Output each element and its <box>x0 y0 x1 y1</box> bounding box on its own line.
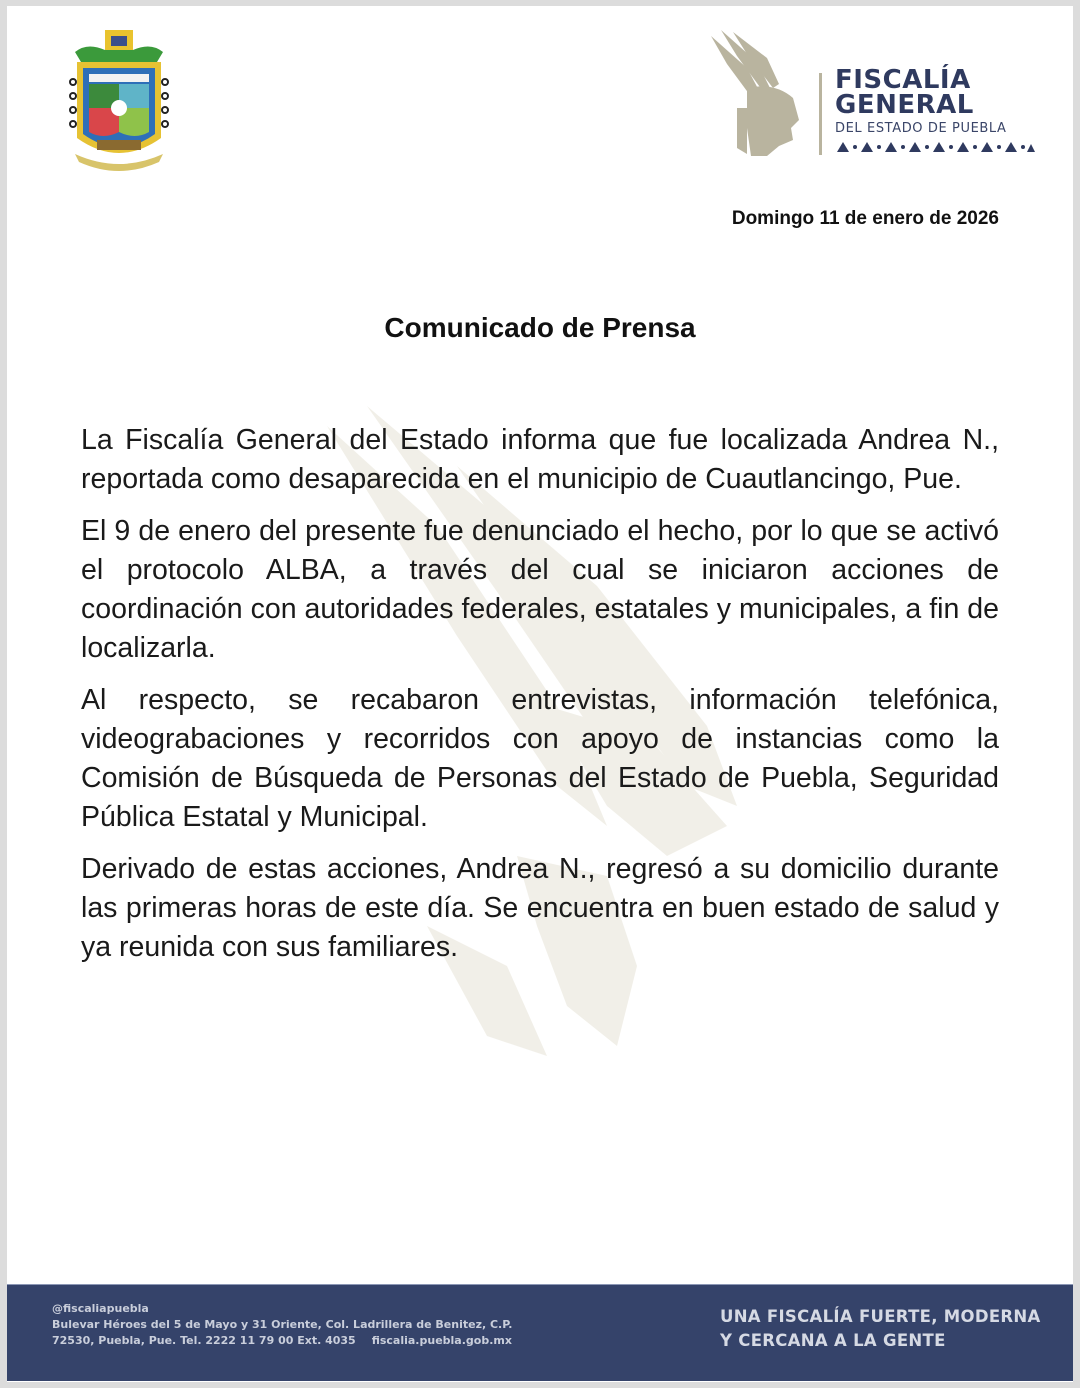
logo-separator <box>819 73 822 155</box>
paragraph-3: Al respecto, se recabaron entrevistas, información telefónica, videograbaciones y recorridos con apoyo de instancias como la Comisión de Búsqueda de Personas del Estado de Puebla, Seguridad Pública Estatal y Municipal. <box>81 684 999 833</box>
puebla-coat-of-arms-icon <box>67 28 171 178</box>
fiscalia-subtitle: DEL ESTADO DE PUEBLA <box>835 121 1007 136</box>
paragraph-4: Derivado de estas acciones, Andrea N., regresó a su domicilio durante las primeras horas de este día. Se encuentra en buen estado de salud y ya reunida con sus familiares. <box>81 853 999 963</box>
social-handle: @fiscaliapuebla <box>52 1302 149 1315</box>
paragraph-1: La Fiscalía General del Estado informa que fue localizada Andrea N., reportada como desaparecida en el municipio de Cuautlancingo, Pue. <box>81 424 999 495</box>
footer-band <box>7 1284 1073 1381</box>
fiscalia-general-logo <box>707 28 1047 163</box>
fiscalia-wordmark: FISCALÍA GENERAL <box>835 65 974 120</box>
document-title: Comunicado de Prensa <box>384 312 696 343</box>
address-line-1: Bulevar Héroes del 5 de Mayo y 31 Oriente, Col. Ladrillera de Benitez, C.P. <box>52 1318 513 1331</box>
press-release-page <box>7 6 1073 1382</box>
footer-slogan: UNA FISCALÍA FUERTE, MODERNA Y CERCANA A LA GENTE <box>720 1307 1041 1350</box>
release-date: Domingo 11 de enero de 2026 <box>731 208 999 229</box>
address-phone: 72530, Puebla, Pue. Tel. 2222 11 79 00 Ext. 4035 <box>52 1334 356 1347</box>
footer-contact <box>52 1301 512 1349</box>
helmeted-head-emblem-icon <box>707 28 807 158</box>
document-body <box>81 421 999 980</box>
address-line-2 <box>52 1333 512 1349</box>
talavera-pattern-icon <box>835 140 1035 154</box>
website-link[interactable]: fiscalia.puebla.gob.mx <box>371 1334 512 1347</box>
paragraph-2: El 9 de enero del presente fue denunciado el hecho, por lo que se activó el protocolo ALBA, a través del cual se iniciaron acciones de coordinación con autoridades federales, estatales y municipales, a fin de localizarla. <box>81 515 999 664</box>
